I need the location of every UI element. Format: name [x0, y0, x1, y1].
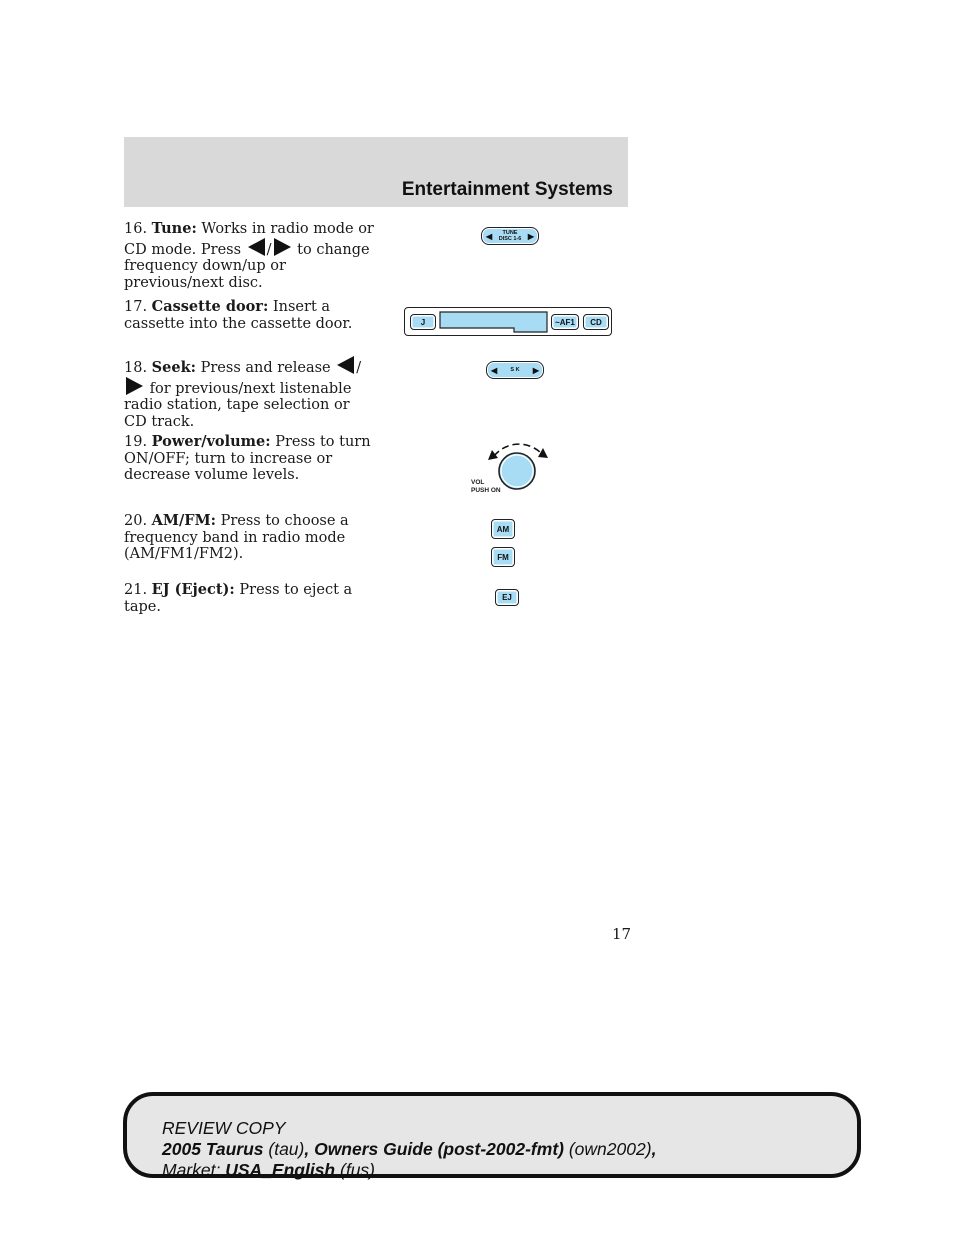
footer-market-label: Market: [162, 1160, 221, 1180]
section-title: Entertainment Systems [401, 179, 613, 200]
item-text: Press to eject a tape. [124, 582, 353, 615]
item-seek [124, 356, 374, 430]
right-arrow-icon [126, 377, 143, 395]
item-number: 19. [124, 434, 148, 450]
item-term: EJ (Eject): [151, 581, 235, 598]
item-text-post: to change frequency down/up or previous/next disc. [124, 241, 370, 291]
eject-button-illustration: EJ [495, 589, 519, 606]
item-term: Tune: [151, 220, 197, 237]
left-arrow-icon [248, 238, 265, 256]
tune-button-illustration [481, 227, 539, 245]
item-text: Press to choose a frequency band in radio mode (AM/FM1/FM2). [124, 513, 349, 562]
item-term: AM/FM: [151, 512, 216, 529]
footer-guide-code: (own2002) [568, 1139, 652, 1159]
item-eject [124, 582, 374, 615]
push-on-label: PUSH ON [471, 487, 501, 494]
footer-model: 2005 Taurus [162, 1139, 264, 1159]
seek-button-illustration [486, 361, 544, 379]
tune-label-top: TUNE [502, 230, 518, 236]
item-number: 18. [124, 360, 148, 376]
fm-button-illustration: FM [491, 547, 515, 567]
left-arrow-icon: ◀ [491, 365, 498, 375]
item-number: 20. [124, 513, 148, 529]
item-number: 16. [124, 221, 148, 237]
item-text-pre: Works in radio mode or CD mode. Press [124, 221, 374, 258]
section-header-band [124, 137, 628, 207]
af-button: ~AF1 [551, 314, 579, 330]
tune-label-bottom: DISC 1-6 [498, 236, 522, 242]
item-text-pre: Press and release [200, 360, 331, 376]
cassette-left-button: J [410, 314, 436, 330]
item-cassette-door [124, 299, 374, 332]
left-arrow-icon [337, 356, 354, 374]
vol-label: VOL [471, 479, 485, 486]
cassette-slot-icon [439, 309, 549, 335]
footer-comma: , [651, 1139, 657, 1159]
volume-label [471, 479, 501, 495]
footer-market-code: (fus) [340, 1160, 375, 1180]
page-number: 17 [612, 925, 632, 943]
item-tune [124, 221, 374, 291]
right-arrow-icon: ▶ [532, 365, 539, 375]
item-am-fm [124, 513, 374, 563]
item-power-volume [124, 434, 374, 484]
footer-market: USA_English [225, 1160, 336, 1180]
item-text: Insert a cassette into the cassette door. [124, 299, 353, 332]
right-arrow-icon [274, 238, 291, 256]
footer-guide: , Owners Guide (post-2002-fmt) [304, 1139, 564, 1159]
am-button-illustration: AM [491, 519, 515, 539]
slash: / [356, 360, 362, 376]
item-text: Press to turn ON/OFF; turn to increase or decrease volume levels. [124, 434, 371, 483]
item-text-post: for previous/next listenable radio station, tape selection or CD track. [124, 380, 352, 430]
item-number: 17. [124, 299, 148, 315]
review-copy: REVIEW COPY [162, 1118, 286, 1138]
item-term: Seek: [151, 359, 196, 376]
item-number: 21. [124, 582, 148, 598]
footer-text [162, 1118, 656, 1181]
left-arrow-icon: ◀ [486, 231, 493, 241]
tune-label [499, 230, 522, 242]
seek-label: S K [510, 367, 520, 373]
item-term: Cassette door: [151, 298, 269, 315]
footer-model-code: (tau) [268, 1139, 305, 1159]
cd-button: CD [583, 314, 609, 330]
slash: / [266, 241, 272, 258]
right-arrow-icon: ▶ [527, 231, 534, 241]
item-term: Power/volume: [151, 433, 271, 450]
cassette-door-illustration [404, 307, 612, 336]
